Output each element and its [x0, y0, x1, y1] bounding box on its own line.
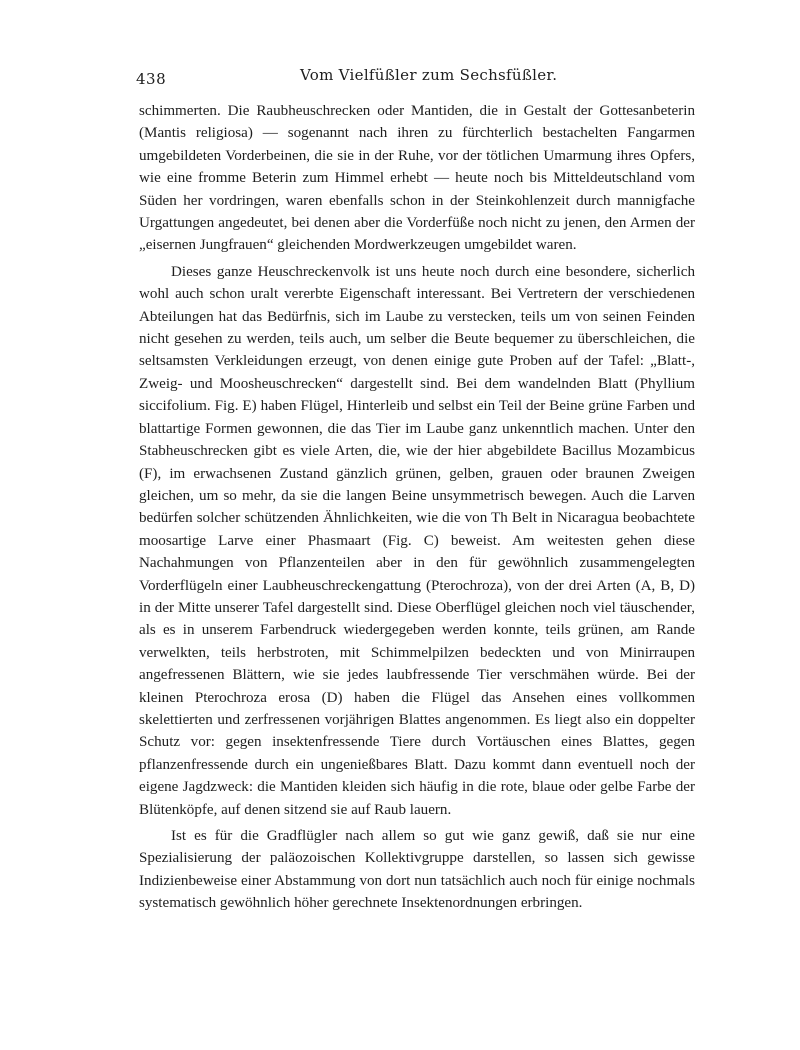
paragraph-2: Dieses ganze Heuschreckenvolk ist uns heute noch durch eine besondere, sicherlich wohl auch schon uralt vererbte Eigenschaft interessant. Bei Vertretern der verschiedenen Abteilungen hat das Bedürfnis, sich im Laube zu verstecken, teils um von seinen Feinden nicht gesehen zu werden, teils auch, um selber die Beute bequemer zu überschleichen, die seltsamsten Verkleidungen erzeugt, von denen einige gute Proben auf der Tafel: „Blatt-, Zweig- und Moosheuschrecken“ dargestellt sind. Bei dem wandelnden Blatt (Phyllium siccifolium. Fig. E) haben Flügel, Hinterleib und selbst ein Teil der Beine grüne Farben und blattartige Formen gewonnen, die das Tier im Laube ganz unkenntlich machen. Unter den Stabheuschrecken gibt es viele Arten, die, wie der hier abgebildete Bacillus Mozambicus (F), im erwachsenen Zustand gänzlich grünen, gelben, grauen oder braunen Zweigen gleichen, um so mehr, da sie die langen Beine unsymmetrisch bewegen. Auch die Larven bedürfen solcher schützenden Ähnlichkeiten, wie die von Th Belt in Nicaragua beobachtete moosartige Larve einer Phasmaart (Fig. C) beweist. Am weitesten gehen diese Nachahmungen von Pflanzenteilen aber in den für gewöhnlich zusammengelegten Vorderflügeln einer Laubheuschreckengattung (Pterochroza), von der drei Arten (A, B, D) in der Mitte unserer Tafel dargestellt sind. Diese Oberflügel gleichen noch viel täuschender, als es in unserem Farbendruck wiedergegeben werden konnte, teils grünen, am Rande verwelkten, teils herbstroten, mit Schimmelpilzen bedeckten und von Minirraupen angefressenen Blättern, wie sie jedes laubfressende Tier verschmähen würde. Bei der kleinen Pterochroza erosa (D) haben die Flügel das Ansehen eines vollkommen skelettierten und zerfressenen vorjährigen Blattes angenommen. Es liegt also ein doppelter Schutz vor: gegen insektenfressende Tiere durch Vortäuschen eines Blattes, gegen pflanzenfressende durch ein ungenießbares Blatt. Dazu kommt dann eventuell noch der eigene Jagdzweck: die Mantiden kleiden sich häufig in die rote, blaue oder gelbe Farbe der Blütenköpfe, auf denen sitzend sie auf Raub lauern.: [139, 263, 695, 818]
page-number: 438: [136, 70, 167, 88]
paragraph-3: Ist es für die Gradflügler nach allem so gut wie ganz gewiß, daß sie nur eine Spezialisierung der paläozoischen Kollektivgruppe darstellen, so lassen sich gewisse Indizienbeweise einer Abstammung von dort nun tatsächlich auch noch für einige nochmals systematisch gewöhnlich höher gerechnete Insektenordnungen erbringen.: [139, 828, 695, 912]
running-head: Vom Vielfüßler zum Sechsfüßler.: [300, 66, 558, 84]
body-text: [139, 100, 695, 919]
paragraph-1: schimmerten. Die Raubheuschrecken oder Mantiden, die in Gestalt der Gottesanbeterin (Mantis religiosa) — sogenannt nach ihren zu fürchterlich bestachelten Fangarmen umgebildeten Vorderbeinen, die sie in der Ruhe, vor der tötlichen Umarmung ihres Opfers, wie eine fromme Beterin zum Himmel erhebt — heute noch bis Mitteldeutschland vom Süden her vordringen, waren ebenfalls schon in der Steinkohlenzeit durch mannigfache Urgattungen angedeutet, bei denen aber die Vorderfüße noch nicht zu jenen, den Armen der „eisernen Jungfrauen“ gleichenden Mordwerkzeugen umgebildet waren.: [139, 103, 695, 254]
